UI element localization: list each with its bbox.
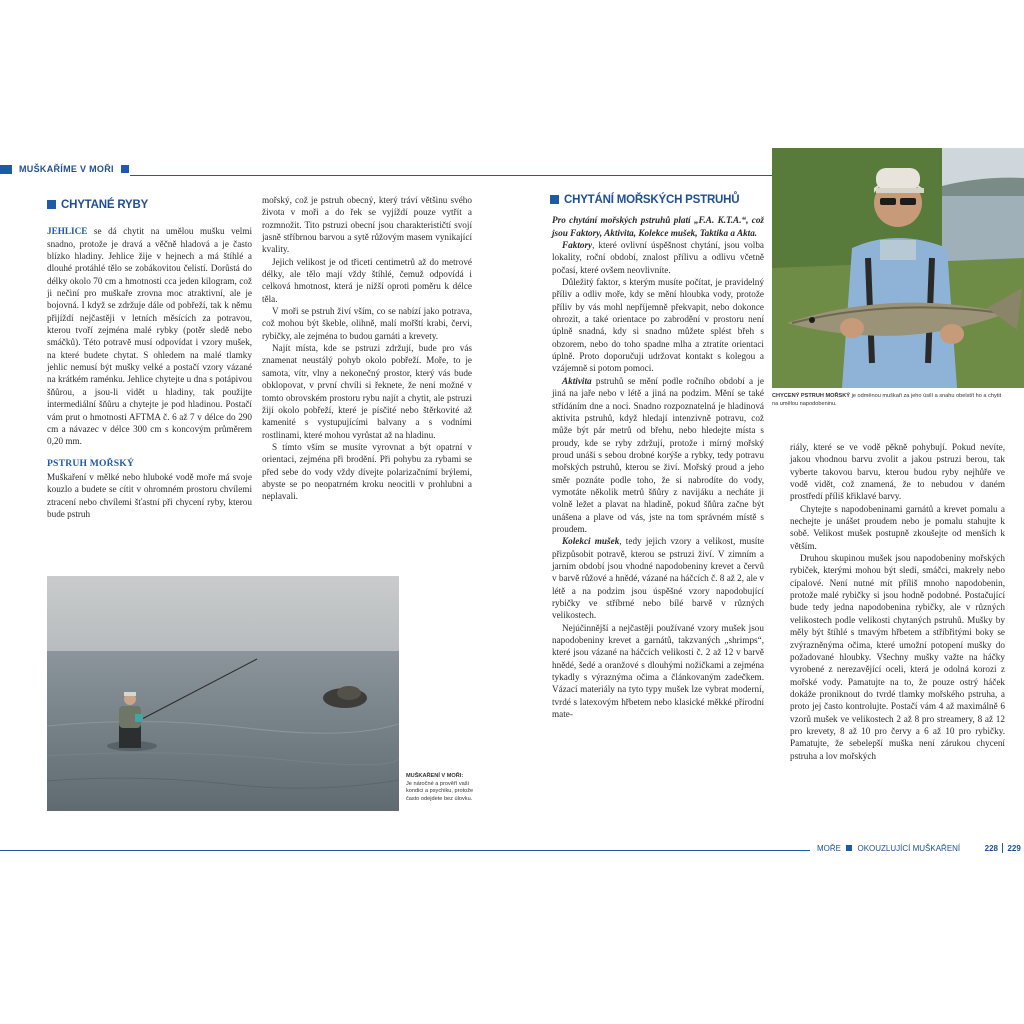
heading-square-icon xyxy=(550,195,559,204)
paragraph: V moři se pstruh živí vším, co se nabízí jako potrava, což mohou být škeble, olihně, malí mořští krabi, červi, rybičky, ale zejména to budou garnáti a krevety. xyxy=(262,306,472,341)
footer-square-icon xyxy=(846,845,852,851)
paragraph-jehlice: JEHLICE se dá chytit na umělou mušku velmi snadno, protože je dravá a věčně hladová a je často blízko hladiny. Jehlice žije v hejnech a má štíhlé a dlouhé protáhlé tělo se zobákovitou čelistí. Dorůstá do délky okolo 70 cm a hmotnosti cca jeden kilogram, což ji nečiní pro muškaře zrovna moc atraktivní, ale je bojovná. I když se zdržuje dále od pobřeží, tak k němu přijíždí nejčastěji v letních měsících za potravou, kterou tvoří zejména malé rybky (potěr sledě nebo smáčků). Této potravě musí odpovídat i vzory mušek, na které budete chytat. S ohledem na malé tlamky jehlic nemusí být mušky velké a postačí vzory vázané na krátkém raménku. Jehlice chytejte u dna s potápivou šňůrou, a jsou-li vidět u hladiny, tak použijte intermediální šňůru a chytejte je pod hladinou. Postačí vám prut o hmotnosti AFTMA č. 6 až 7 v délce do 290 cm a návazec v délce 300 cm s koncovým průměrem 0,20 mm. xyxy=(47,226,252,447)
footer-rule xyxy=(0,850,810,851)
caption-right-photo: CHYCENÝ PSTRUH MOŘSKÝ je odměnou muškaři za jeho úsilí a snahu obelstít ho a chytit na umělou napodobeninu. xyxy=(772,393,1002,407)
page-number-left: 228 xyxy=(984,844,998,853)
heading-square-icon xyxy=(47,200,56,209)
header-marker-right xyxy=(121,165,129,173)
paragraph: Chytejte s napodobeninami garnátů a krevet pomalu a nechejte je unášet proudem nebo je pomalu stahujte k sobě. Velikost mušek postupně zkoušejte od menších k větším. xyxy=(790,503,1005,551)
paragraph: Nejúčinnější a nejčastěji používané vzory mušek jsou napodobeniny krevet a garnátů, takzvaných „shrimps“, které jsou vázané na háčcích velikosti č. 2 až 12 v barvě hnědé, šedé a oranžové s dlouhými nožičkami a zejména tykadly s výraznýma očima a článkovaným zadečkem. Vázací materiály na tyto typy mušek lze vybrat moderní, tvrdé s latexovým hřbetem nebo klasické měkké přírodní mate- xyxy=(552,622,764,720)
section-heading-chytani-morskych-pstruhu: CHYTÁNÍ MOŘSKÝCH PSTRUHŮ xyxy=(550,194,764,206)
footer-chapter: OKOUZLUJÍCÍ MUŠKAŘENÍ xyxy=(857,844,961,853)
caption-left-photo: MUŠKAŘENÍ V MOŘI: Je náročné a prověří vaši kondici a psychiku, protože často odejdete bez úlovku. xyxy=(406,773,474,802)
paragraph: mořský, což je pstruh obecný, který tráví většinu svého života v moři a do řek se vyjíždí pouze vytřít a rozmnožit. Tito pstruzi obecní jsou charakterističtí svojí jasně stříbrnou barvou a sytě růžovým masem vynikající kvality. xyxy=(262,195,472,255)
header-rule xyxy=(130,175,775,176)
paragraph-fakta-intro: Pro chytání mořských pstruhů platí „F.A. K.T.A.“, což jsou Faktory, Aktivita, Kolekce mušek, Taktika a Akta. xyxy=(552,215,764,238)
left-column-1 xyxy=(47,199,252,520)
paragraph-pstruh-intro: Muškaření v mělké nebo hluboké vodě moře má svoje kouzlo a budete se cítit v ohromném prostoru chvílemi ztracení nebo chvílemi šťastní při chycení ryby, kterou bude pstruh xyxy=(47,471,252,519)
subheading-pstruh-morsky: PSTRUH MOŘSKÝ xyxy=(47,457,135,469)
paragraph: Najít místa, kde se pstruzi zdržují, bude pro vás znamenat neustálý pohyb okolo pobřeží. Moře, to je samota, vítr, vlny a nekonečný prostor, který vás bude obklopovat, v první chvíli si řeknete, že není možné v tomto obrovském prostoru rybu najít a chytit, ale pstruzi žijí okolo pobřeží, které je písčité nebo štěrkovité až kamenité s vystupujícími balvany a s vodními rostlinami, které mohou vyrůstat až na hladinu. xyxy=(262,343,472,440)
paragraph-faktory: Faktory, které ovlivní úspěšnost chytání, jsou volba lokality, roční období, znalost přílivu a odlivu včetně počasí, které ovšem neovlivníte. xyxy=(552,240,764,275)
angler-illustration xyxy=(772,148,1024,388)
page-number-right: 229 xyxy=(1007,844,1021,853)
sea-scene-illustration xyxy=(47,576,399,811)
page-number-divider xyxy=(1002,843,1003,853)
footer-section: MOŘE xyxy=(817,844,841,853)
running-footer xyxy=(817,843,1021,853)
paragraph: Jejich velikost je od třiceti centimetrů až do metrové délky, ale tělo mají vždy štíhlé, čemuž odpovídá i celková hmotnost, která je nižší oproti poměru k délce těla. xyxy=(262,256,472,304)
paragraph: riály, které se ve vodě pěkně pohybují. Pokud nevíte, jakou vhodnou barvu zvolit a jakou pstruzi berou, tak vyberte takovou barvu, kterou budou ryby nejhůře ve vodě vidět, což znamená, že to nebudou v daném prostředí příliš křiklavé barvy. xyxy=(790,442,1005,502)
running-header: MUŠKAŘÍME V MOŘI xyxy=(19,164,114,174)
right-column-1 xyxy=(552,194,764,720)
paragraph: Druhou skupinou mušek jsou napodobeniny mořských rybiček, kterými mohou být sledi, smáčci, makrely nebo cípalové. Není nutné mít příliš mnoho napodobenin, protože malé rybičky si jsou hodně podobné. Postačující bude tedy jedna napodobenina rybičky, ale v různých velikostech podle velikosti chytaných pstruhů. Mušky by měly být štíhlé s tmavým hřbetem a stříbřitými boky se zvýrazněnýma očima, které umožní potopení mušky do požadované hloubky. Všechny mušky važte na háčky vyrobené z nerezavějící oceli, která je odolná korozi z mořské vody. Pamatujte na to, že pouze ostrý háček dokáže proniknout do tvrdé tlamky mořského pstruha, a proto jej často kontrolujte. Postačí vám 4 až maximálně 6 vzorů mušek ve velikostech 2 až 8 pro streamery, 8 až 12 pro krevety, 8 až 10 pro červy a 6 až 10 pro rybičky. Pamatujte, že sebelepší muška není zárukou chycení pstruha a lov mořských xyxy=(790,553,1005,761)
left-column-2 xyxy=(262,194,472,503)
section-heading-chytane-ryby: CHYTANÉ RYBY xyxy=(47,199,252,211)
paragraph: Důležitý faktor, s kterým musíte počítat, je pravidelný příliv a odliv moře, kdy se mění hloubka vody, protože příliv by vás mohl nepříjemně překvapit, nebo dokonce ohrozit, a také orientace po zabrodění v prostoru není úplně snadná, kdy si snadno můžete splést břeh s obzorem, nebo do toho spadne mlha a ztratíte orientaci úplně. Proto doporučuji udržovat kontakt s kolegou a vzájemně si potom pomoci. xyxy=(552,277,764,374)
paragraph-kolekci: Kolekci mušek, tedy jejich vzory a velikost, musíte přizpůsobit potravě, kterou se pstruzi živí. V zimním a jarním období jsou vhodné napodobeniny krevet a červů v barvě růžové a hnědé, vázané na háčcích č. 8 až 2, ale v létě a na podzim jsou úspěšné vzory napodobující rybičky ve stříbrné nebo bílé barvě v různých velikostech. xyxy=(552,536,764,621)
photo-angler-with-trout xyxy=(772,148,1024,388)
paragraph: S tímto vším se musíte vyrovnat a být opatrní v orientaci, zejména při brodění. Při pohybu za rybami se před sebe do vody vždy dívejte polarizačními brýlemi, abyste se po neopatrném kroku neocitli v prohlubni a neplavali. xyxy=(262,441,472,502)
photo-fishing-in-sea xyxy=(47,576,399,811)
header-marker-left xyxy=(0,165,12,174)
right-column-2 xyxy=(790,441,1005,762)
paragraph-aktivita: Aktivita pstruhů se mění podle ročního období a je jiná na jaře nebo v létě a jiná na podzim. Mění se také střídáním dne a noci. Snadno rozpoznatelná je hladinová aktivita pstruhů, když hledají intenzivně potravu, což může být pár metrů od břehu, nebo hledejte místa s proudy, kde se ryby zdržují, protože i mírný mořský proud unáší s sebou drobné korýše a rybky, tedy potravu mořských pstruhů, kterou se živí. Mořský proud a jeho směr poznáte podle toho, že si nabrodíte do vody, vymotáte několik metrů šňůry z navijáku a necháte ji volně ležet a plavat na hladině, pokud šňůra začne být unášena a plave od vás, jste na tom správném místě s proudem. xyxy=(552,375,764,534)
